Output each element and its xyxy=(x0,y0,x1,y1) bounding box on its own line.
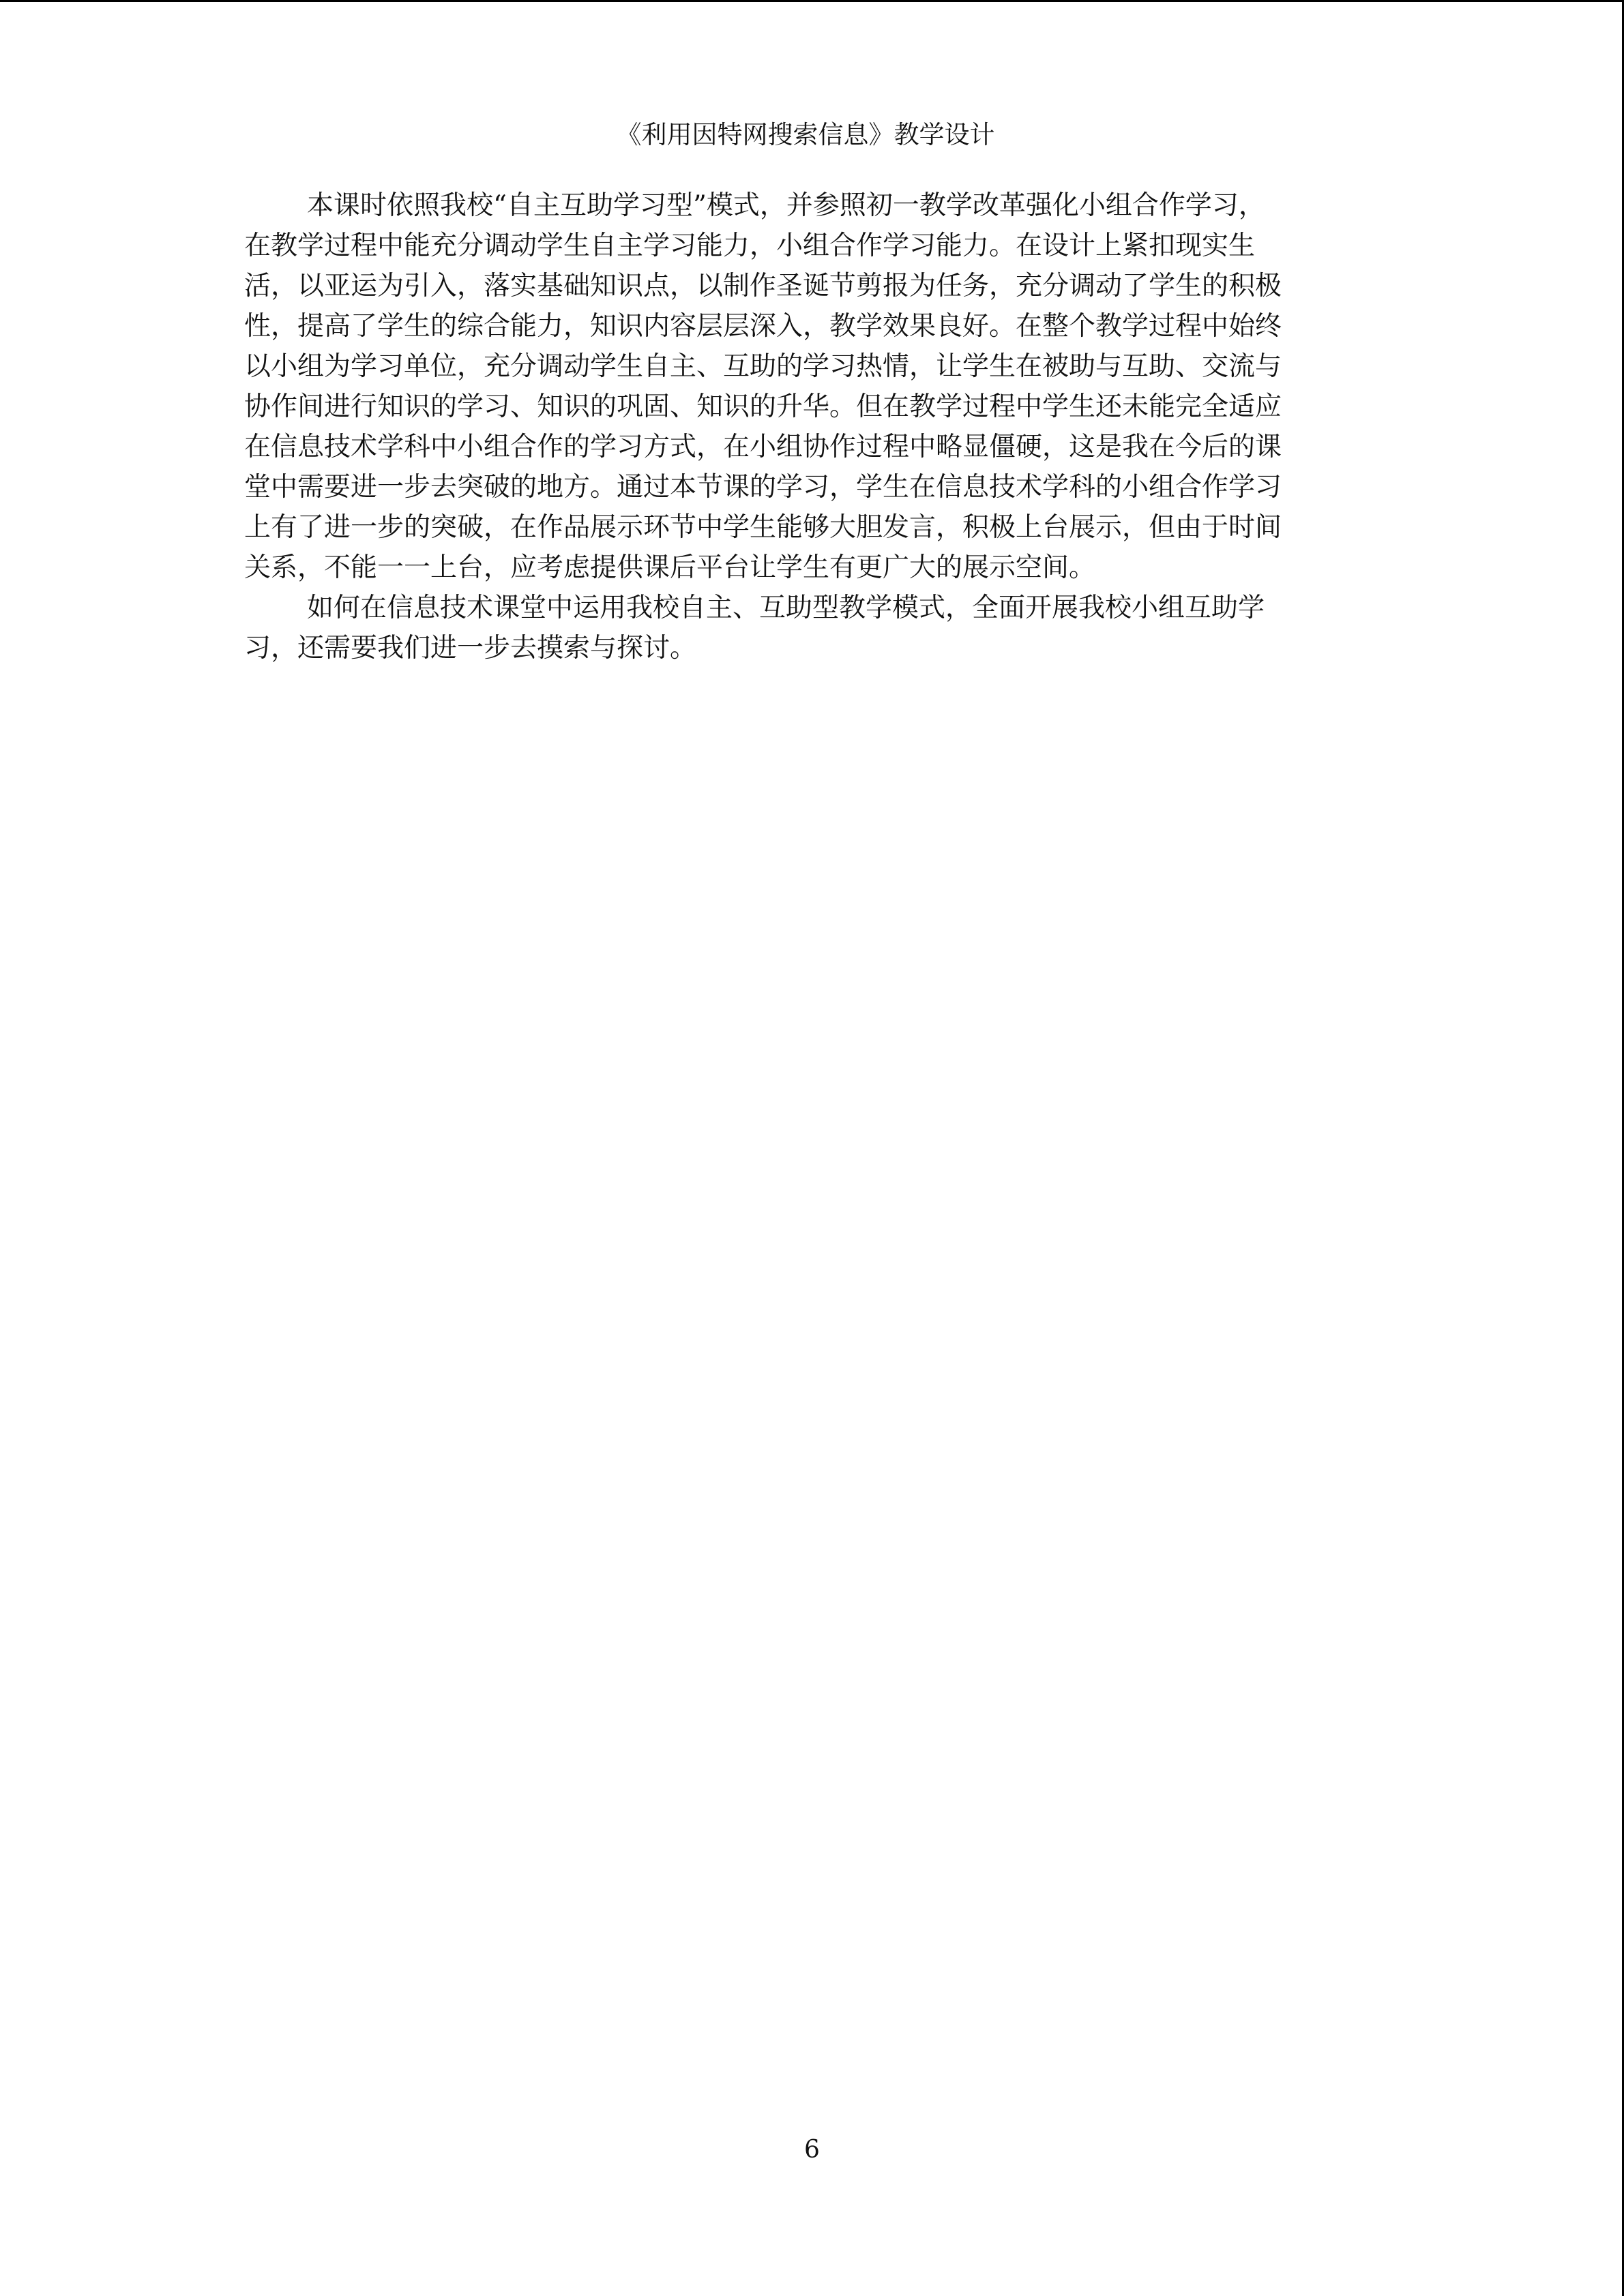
paragraph-line: 在信息技术学科中小组合作的学习方式，在小组协作过程中略显僵硬，这是我在今后的课 xyxy=(244,432,1282,462)
paragraph-line: 习，还需要我们进一步去摸索与探讨。 xyxy=(244,633,697,664)
paragraph-line: 如何在信息技术课堂中运用我校自主、互助型教学模式，全面开展我校小组互助学 xyxy=(307,593,1265,623)
document-title: 《利用因特网搜索信息》教学设计 xyxy=(616,120,995,149)
paragraph-line: 本课时依照我校“自主互助学习型”模式，并参照初一教学改革强化小组合作学习， xyxy=(307,190,1265,221)
paragraph-line: 协作间进行知识的学习、知识的巩固、知识的升华。但在教学过程中学生还未能完全适应 xyxy=(244,391,1282,422)
paragraph-1 xyxy=(244,185,1367,588)
paragraph-line: 性，提高了学生的综合能力，知识内容层层深入，教学效果良好。在整个教学过程中始终 xyxy=(244,311,1282,342)
paragraph-line: 活，以亚运为引入，落实基础知识点，以制作圣诞节剪报为任务，充分调动了学生的积极 xyxy=(244,271,1282,301)
paragraph-line: 堂中需要进一步去突破的地方。通过本节课的学习，学生在信息技术学科的小组合作学习 xyxy=(244,472,1282,503)
paragraph-line: 在教学过程中能充分调动学生自主学习能力，小组合作学习能力。在设计上紧扣现实生 xyxy=(244,230,1256,261)
paragraph-line: 上有了进一步的突破，在作品展示环节中学生能够大胆发言，积极上台展示，但由于时间 xyxy=(244,512,1282,543)
paragraph-line: 关系，不能一一上台，应考虑提供课后平台让学生有更广大的展示空间。 xyxy=(244,552,1096,583)
paragraph-2 xyxy=(244,588,1367,668)
paragraph-line: 以小组为学习单位，充分调动学生自主、互助的学习热情，让学生在被助与互助、交流与 xyxy=(244,351,1282,382)
page-number: 6 xyxy=(804,2136,820,2164)
document-body xyxy=(244,115,1367,668)
